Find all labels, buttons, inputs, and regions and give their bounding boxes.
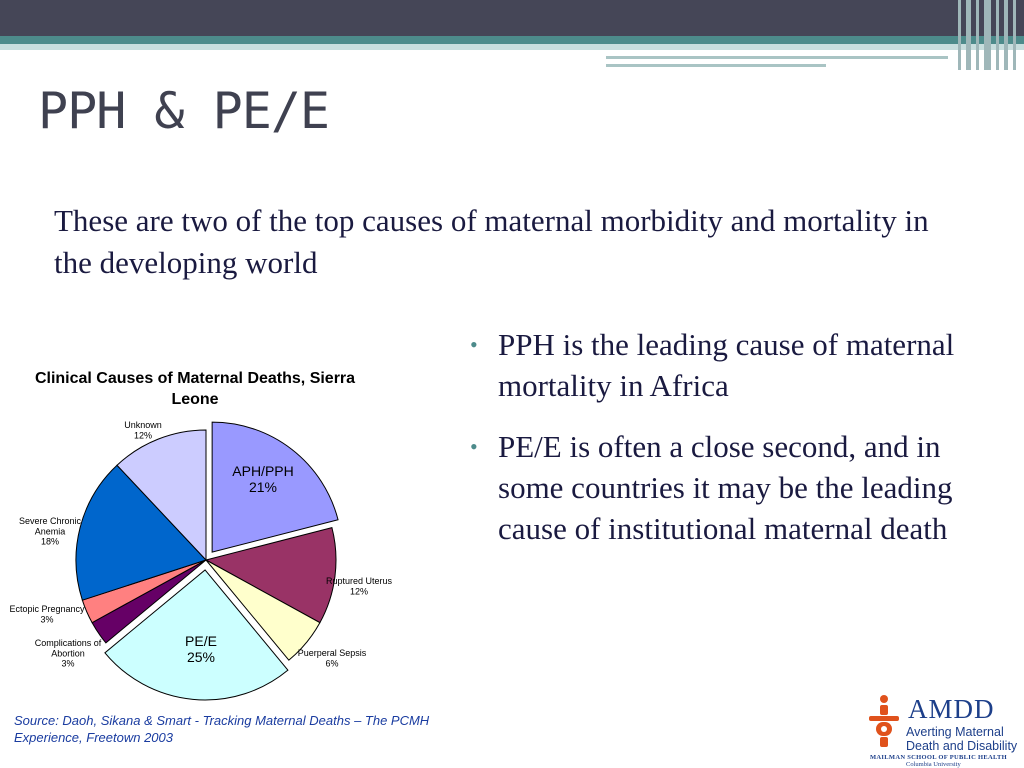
pie-label: PE/E 25% — [185, 633, 217, 666]
pie-label: Complications of Abortion 3% — [34, 638, 102, 669]
header-stripe-light — [0, 44, 1024, 50]
source-citation: Source: Daoh, Sikana & Smart - Tracking Maternal Deaths – The PCMH Experience, Freetown 2003 — [14, 713, 430, 745]
amdd-logo — [866, 694, 1022, 768]
chart-title: Clinical Causes of Maternal Deaths, Sierra Leone — [34, 370, 356, 408]
bullet-list — [470, 324, 1010, 569]
bullet-item — [470, 426, 1010, 549]
accent-line — [606, 56, 948, 59]
logo-line: Averting Maternal — [906, 725, 1004, 739]
bullet-text: PE/E is often a close second, and in some countries it may be the leading cause of institutional maternal death — [498, 429, 953, 546]
header-stripe — [0, 36, 1024, 44]
bullet-item — [470, 324, 1010, 406]
logo-line: Death and Disability — [906, 739, 1018, 753]
slide-subtitle: These are two of the top causes of maternal morbidity and mortality in the developing world — [54, 203, 929, 280]
header-right-bars — [954, 0, 1024, 70]
logo-wordmark: AMDD — [908, 694, 995, 724]
pie-label: Ectopic Pregnancy 3% — [9, 604, 85, 625]
header-bar — [0, 0, 1024, 36]
bullet-dot-icon: • — [470, 332, 478, 357]
pie-label: Ruptured Uterus 12% — [325, 576, 393, 597]
logo-university: Columbia University — [906, 761, 961, 768]
bullet-text: PPH is the leading cause of maternal mortality in Africa — [498, 327, 955, 403]
bullet-dot-icon: • — [470, 434, 478, 459]
amdd-figure-icon — [866, 694, 902, 750]
pie-label: Severe Chronic Anemia 18% — [18, 516, 82, 547]
accent-line — [606, 64, 826, 67]
pie-chart — [0, 360, 440, 710]
slide-title: PPH & PE/E — [38, 82, 330, 140]
logo-school: MAILMAN SCHOOL OF PUBLIC HEALTH — [870, 754, 1008, 761]
pie-label: Unknown 12% — [124, 420, 162, 441]
pie-label: Puerperal Sepsis 6% — [297, 648, 367, 669]
pie-label: APH/PPH 21% — [232, 463, 294, 496]
